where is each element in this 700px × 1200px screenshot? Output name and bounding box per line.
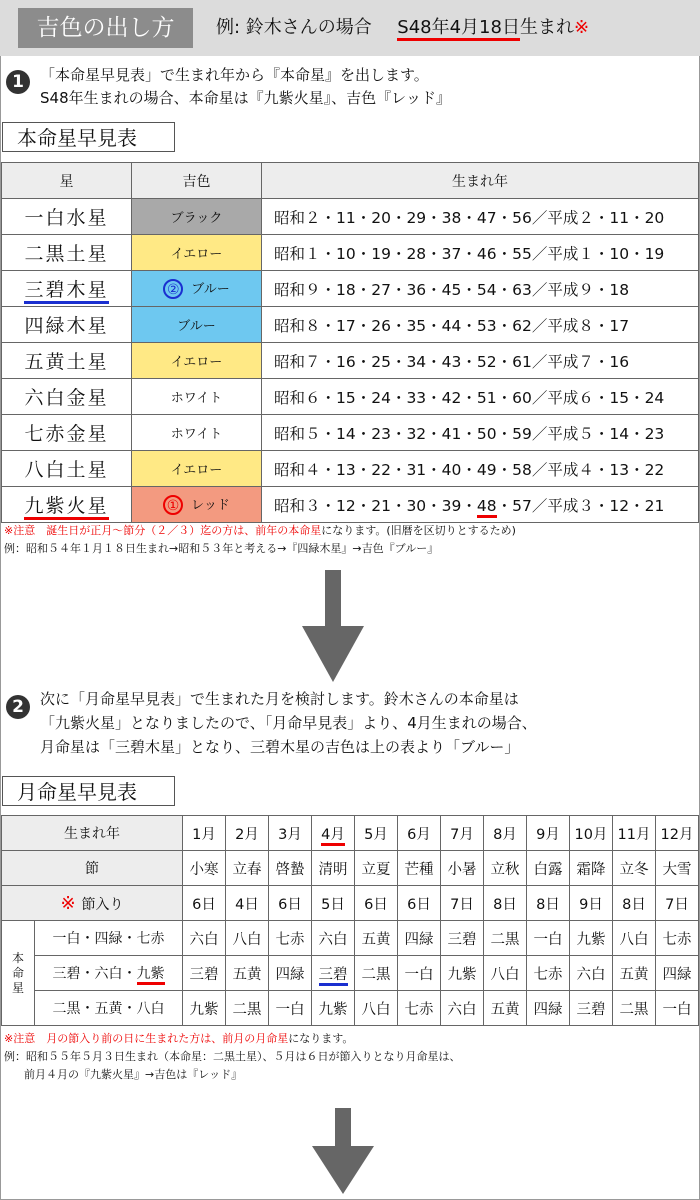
group-cell: 八白 [484,956,527,991]
month-header: 12月 [656,816,699,851]
month-header: 5月 [355,816,398,851]
table2-title: 月命星早見表 [2,776,175,806]
star-name-cell [2,271,132,307]
setsu-cell: 立夏 [355,851,398,886]
group-cell: 九紫 [183,991,226,1026]
table-row [2,451,699,487]
group-cell: 五黄 [484,991,527,1026]
group-cell: 一白 [269,991,312,1026]
star-name: 八白土星 [2,451,132,487]
group-cell: 九紫 [312,991,355,1026]
step2-line3: 月命星は「三碧木星」となり、三碧木星の吉色は上の表より「ブルー」 [40,738,520,756]
entry-cell: 6日 [183,886,226,921]
group-cell: 四緑 [527,991,570,1026]
down-arrow-icon [310,1108,376,1196]
group-label: 二黒・五黄・八白 [35,991,183,1026]
star-name: 一白水星 [2,199,132,235]
table2-example-line2: 前月４月の『九紫火星』→吉色は『レッド』 [24,1068,243,1081]
group-cell: 八白 [226,921,269,956]
star-name: 三碧木星 [24,279,108,304]
group-cell: 七赤 [527,956,570,991]
birth-years-cell [262,487,699,523]
group-cell: 一白 [527,921,570,956]
month-header: 3月 [269,816,312,851]
setsu-cell: 清明 [312,851,355,886]
setsu-row [2,851,699,886]
example-suffix: 生まれ [519,17,574,38]
header-bar [0,0,700,56]
entry-cell: 8日 [527,886,570,921]
birth-years: 昭和７・16・25・34・43・52・61／平成７・16 [262,343,699,379]
page-title: 吉色の出し方 [18,8,193,48]
group-cell: 二黒 [355,956,398,991]
group-cell: 三碧 [570,991,613,1026]
table-header-row [2,163,699,199]
lucky-color-cell [132,487,262,523]
setsu-cell: 霜降 [570,851,613,886]
table-row [2,235,699,271]
lucky-color: イエロー [132,343,262,379]
header-color: 吉色 [132,163,262,199]
entry-cell: 7日 [656,886,699,921]
group-cell: 七赤 [656,921,699,956]
star-name: 五黄土星 [2,343,132,379]
table-row [2,307,699,343]
birth-years-part1: 昭和３・12・21・30・39・ [274,496,477,515]
table2-example-line1: 例：昭和５５年５月３日生まれ（本命星：二黒土星）、５月は６日が節入りとなり月命星は、 [4,1050,461,1063]
honmeisei-vertical-label-cell [2,921,35,1026]
table1-note-rest: になります。(旧暦を区切りとするため) [321,524,516,537]
table-row [2,415,699,451]
lucky-color: イエロー [132,451,262,487]
group-cell: 五黄 [355,921,398,956]
setsu-cell: 立冬 [613,851,656,886]
step1-line2: S48年生まれの場合、本命星は『九紫火星』、吉色『レッド』 [40,89,451,107]
table-row [2,343,699,379]
table1-note [4,523,516,539]
header-years: 生まれ年 [262,163,699,199]
step2-line1: 次に「月命星早見表」で生まれた月を検討します。鈴木さんの本命星は [40,690,519,708]
table1-example: 例：昭和５４年１月１８日生まれ→昭和５３年と考える→『四緑木星』→吉色『ブルー』 [4,542,439,555]
table2-note-warning: ※注意 月の節入り前の日に生まれた方は、前月の月命星 [4,1032,289,1045]
lucky-color: ブルー [191,281,230,297]
birth-year-highlight: 48 [477,497,497,518]
table-row [2,199,699,235]
lucky-color: レッド [191,497,230,513]
birth-years: 昭和４・13・22・31・40・49・58／平成４・13・22 [262,451,699,487]
setsu-cell: 啓蟄 [269,851,312,886]
birth-years: 昭和５・14・23・32・41・50・59／平成５・14・23 [262,415,699,451]
group-cell: 一白 [656,991,699,1026]
group-cell: 六白 [441,991,484,1026]
honmeisei-vertical-label: 本命星 [11,950,24,995]
group-cell: 九紫 [570,921,613,956]
example-line [216,14,589,42]
setsu-cell: 大雪 [656,851,699,886]
table1-note-warning: ※注意 誕生日が正月〜節分（２／３）迄の方は、前年の本命星 [4,524,322,537]
star-name-cell [2,487,132,523]
group-cell: 八白 [613,921,656,956]
group-label: 一白・四緑・七赤 [35,921,183,956]
lucky-color-cell [132,271,262,307]
entry-cell: 6日 [398,886,441,921]
getsumeisei-table [1,815,699,1026]
example-note-mark: ※ [573,17,590,38]
lucky-color: ブラック [132,199,262,235]
table-row [2,487,699,523]
month-header-cell [312,816,355,851]
entry-cell: 5日 [312,886,355,921]
setsu-cell: 芒種 [398,851,441,886]
month-header: 6月 [398,816,441,851]
group-cell: 四緑 [656,956,699,991]
label-entry: 節入り [81,896,124,913]
table-row [2,271,699,307]
group-cell-highlight: 三碧 [319,967,348,986]
setsu-cell: 立秋 [484,851,527,886]
month-header: 1月 [183,816,226,851]
month-header: 11月 [613,816,656,851]
entry-note-mark: ※ [60,892,76,914]
group-label-part: 三碧・六白・ [52,966,137,982]
birth-years: 昭和８・17・26・35・44・53・62／平成８・17 [262,307,699,343]
entry-cell: 4日 [226,886,269,921]
lucky-color: ブルー [132,307,262,343]
entry-cell: 6日 [269,886,312,921]
setsu-cell: 小寒 [183,851,226,886]
setsu-cell: 白露 [527,851,570,886]
group-cell-highlight-cell [312,956,355,991]
step1-marker: ① [163,495,183,515]
step2-line2: 「九紫火星」となりましたので、「月命早見表」より、4月生まれの場合、 [40,714,537,732]
month-header: 10月 [570,816,613,851]
birth-years: 昭和６・15・24・33・42・51・60／平成６・15・24 [262,379,699,415]
group-cell: 二黒 [484,921,527,956]
lucky-color: ホワイト [132,415,262,451]
group-cell: 一白 [398,956,441,991]
step1-line1: 「本命星早見表」で生まれ年から『本命星』を出します。 [40,66,429,84]
label-entry-cell [2,886,183,921]
entry-cell: 8日 [613,886,656,921]
birth-years: 昭和１・10・19・28・37・46・55／平成１・10・19 [262,235,699,271]
group-cell: 七赤 [398,991,441,1026]
group-row [2,991,699,1026]
group-cell: 四緑 [269,956,312,991]
birth-years: 昭和９・18・27・36・45・54・63／平成９・18 [262,271,699,307]
entry-cell: 9日 [570,886,613,921]
birth-years: 昭和２・11・20・29・38・47・56／平成２・11・20 [262,199,699,235]
lucky-color: イエロー [132,235,262,271]
group-cell: 七赤 [269,921,312,956]
table2-note [4,1031,353,1047]
group-cell: 二黒 [613,991,656,1026]
month-header: 2月 [226,816,269,851]
month-header: 4月 [321,827,345,846]
header-star: 星 [2,163,132,199]
setsu-cell: 立春 [226,851,269,886]
group-cell: 九紫 [441,956,484,991]
example-prefix: 例: 鈴木さんの場合 [216,17,372,38]
group-label-highlight: 九紫 [137,966,165,985]
honmeisei-table [1,162,699,523]
group-cell: 八白 [355,991,398,1026]
entry-cell: 6日 [355,886,398,921]
entry-cell: 7日 [441,886,484,921]
table1-title: 本命星早見表 [2,122,175,152]
month-header: 9月 [527,816,570,851]
group-cell: 六白 [183,921,226,956]
entry-row [2,886,699,921]
group-cell: 三碧 [183,956,226,991]
star-name: 六白金星 [2,379,132,415]
label-setsu: 節 [2,851,183,886]
entry-cell: 8日 [484,886,527,921]
group-cell: 六白 [570,956,613,991]
group-cell: 五黄 [613,956,656,991]
group-cell: 六白 [312,921,355,956]
group-cell: 三碧 [441,921,484,956]
group-cell: 五黄 [226,956,269,991]
group-cell: 二黒 [226,991,269,1026]
group-cell: 四緑 [398,921,441,956]
step1-badge: 1 [6,70,30,94]
table2-note-rest: になります。 [288,1032,354,1045]
birth-years-part2: ・57／平成３・12・21 [496,496,665,515]
example-birthdate: S48年4月18日 [397,17,520,41]
star-name: 七赤金星 [2,415,132,451]
lucky-color: ホワイト [132,379,262,415]
month-header: 8月 [484,816,527,851]
label-birth-year: 生まれ年 [2,816,183,851]
star-name: 四緑木星 [2,307,132,343]
month-row [2,816,699,851]
star-name: 九紫火星 [24,495,108,520]
step2-marker: ② [163,279,183,299]
down-arrow-icon [300,570,366,684]
group-row [2,921,699,956]
group-label-cell [35,956,183,991]
group-row [2,956,699,991]
step2-badge: 2 [6,695,30,719]
star-name: 二黒土星 [2,235,132,271]
table-row [2,379,699,415]
month-header: 7月 [441,816,484,851]
setsu-cell: 小暑 [441,851,484,886]
